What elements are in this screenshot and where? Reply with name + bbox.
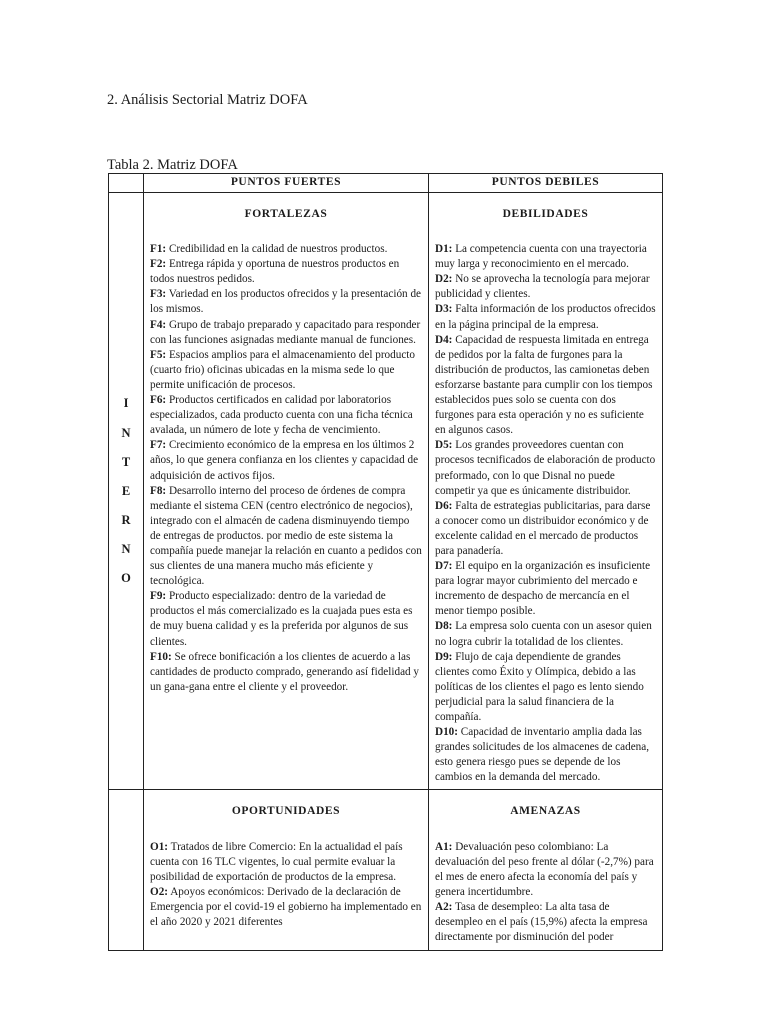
weaknesses-cell	[429, 193, 663, 790]
weakness-item-code: D2:	[435, 273, 453, 286]
weakness-item-text: No se aprovecha la tecnología para mejorar publicidad y clientes.	[435, 273, 650, 301]
weakness-item-code: D5:	[435, 439, 453, 452]
strength-item-text: Credibilidad en la calidad de nuestros productos.	[166, 243, 388, 256]
side-letter: I	[123, 396, 129, 411]
strengths-title: FORTALEZAS	[244, 208, 328, 220]
strength-item-text: Se ofrece bonificación a los clientes de acuerdo a las cantidades de producto comprado, generando así fidelidad y un gana-gana entre el cliente y el proveedor.	[150, 650, 420, 693]
internal-side-label	[109, 193, 144, 790]
opportunities-list	[150, 840, 422, 931]
strength-item-code: F6:	[150, 394, 167, 407]
weaknesses-title: DEBILIDADES	[502, 208, 589, 220]
strength-item	[150, 257, 422, 287]
weakness-item-text: El equipo en la organización es insuficiente para lograr mayor cubrimiento del mercado e incremento de despacho de mercancía en el menor tiempo posible.	[435, 560, 651, 618]
side-letter: E	[121, 483, 131, 498]
weakness-item-text: Capacidad de respuesta limitada en entrega de pedidos por la falta de furgones para la distribución de productos, las camionetas deben esforzarse bastante para cumplir con los tiempos establecidos pues solo se cuenta con dos furgones para esta operación y no es suficiente en algunos casos.	[435, 333, 653, 437]
strength-item-code: F9:	[150, 590, 167, 603]
opportunity-item-text: Tratados de libre Comercio: En la actualidad el país cuenta con 16 TLC vigentes, lo cual permite evaluar la posibilidad de exportación de productos de la empresa.	[150, 840, 403, 883]
side-letter: O	[121, 570, 131, 585]
strength-item-text: Productos certificados en calidad por laboratorios especializados, cada producto cuenta con una ficha técnica avalada, un número de lote y fecha de vencimiento.	[150, 394, 413, 437]
strength-item	[150, 438, 422, 483]
strength-item-text: Variedad en los productos ofrecidos y la presentación de los mismos.	[150, 288, 422, 316]
strength-item	[150, 287, 422, 317]
threats-list	[435, 840, 656, 946]
strength-item-code: F10:	[150, 650, 172, 663]
table-caption: Tabla 2. Matriz DOFA	[107, 157, 238, 173]
weakness-item-text: Flujo de caja dependiente de grandes clientes como Éxito y Olímpica, debido a las políticas de los clientes el pago es lento siendo perjudicial para la salud financiera de la compañía.	[435, 650, 644, 723]
opportunity-item-code: O2:	[150, 885, 169, 898]
weakness-item-code: D1:	[435, 243, 453, 256]
strength-item-code: F4:	[150, 318, 167, 331]
weakness-item	[435, 438, 656, 498]
weakness-item	[435, 559, 656, 619]
weakness-item	[435, 302, 656, 332]
weakness-item-text: Capacidad de inventario amplia dada las grandes solicitudes de los almacenes de cadena, esto genera riesgo pues se depende de los cambios en la demanda del mercado.	[435, 726, 650, 784]
threat-item-code: A2:	[435, 900, 453, 913]
strength-item-code: F3:	[150, 288, 167, 301]
strength-item	[150, 242, 422, 257]
side-letter: N	[121, 425, 131, 440]
threat-item	[435, 900, 656, 945]
strength-item-code: F7:	[150, 439, 167, 452]
weakness-item-code: D3:	[435, 303, 453, 316]
header-blank-cell	[109, 174, 144, 193]
side-letter: R	[121, 512, 131, 527]
weakness-item-code: D9:	[435, 650, 453, 663]
opportunity-item	[150, 885, 422, 930]
weakness-item-text: La competencia cuenta con una trayectoria muy larga y reconocimiento en el mercado.	[435, 243, 647, 271]
weakness-item	[435, 619, 656, 649]
header-weaknesses: PUNTOS DEBILES	[429, 174, 663, 193]
strength-item-text: Espacios amplios para el almacenamiento del producto (cuarto frio) oficinas ubicadas en la misma sede lo que permite unificación de procesos.	[150, 348, 415, 391]
opportunity-item-text: Apoyos económicos: Derivado de la declaración de Emergencia por el covid-19 el gobierno ha implementado en el año 2020 y 2021 diferentes	[150, 885, 422, 929]
strength-item-text: Producto especializado: dentro de la variedad de productos el más comercializado es la cuajada pues esta es de muy buena calidad y es la preferida por algunos de sus clientes.	[150, 590, 413, 648]
weakness-item-code: D10:	[435, 726, 458, 739]
weakness-item-code: D4:	[435, 333, 453, 346]
strength-item	[150, 484, 422, 590]
weakness-item	[435, 333, 656, 439]
external-row	[109, 790, 663, 951]
threat-item	[435, 840, 656, 900]
opportunity-item	[150, 840, 422, 885]
opportunity-item-code: O1:	[150, 840, 169, 853]
weakness-item-code: D7:	[435, 560, 453, 573]
opportunities-title: OPORTUNIDADES	[231, 805, 341, 818]
internal-vertical-label	[109, 396, 143, 586]
opportunities-cell	[144, 790, 429, 951]
section-heading: 2. Análisis Sectorial Matriz DOFA	[107, 92, 308, 108]
weakness-item	[435, 272, 656, 302]
table-header-row	[109, 174, 663, 193]
strength-item	[150, 650, 422, 695]
strength-item	[150, 393, 422, 438]
strength-item-code: F1:	[150, 243, 167, 256]
header-strengths: PUNTOS FUERTES	[144, 174, 429, 193]
dofa-matrix-table	[108, 173, 663, 951]
strength-item-code: F5:	[150, 348, 167, 361]
weakness-item-text: Los grandes proveedores cuentan con procesos tecnificados de elaboración de producto preformado, con lo que Disnal no puede competir ya que es únicamente distribuidor.	[435, 439, 656, 497]
threat-item-text: Tasa de desempleo: La alta tasa de desempleo en el país (15,9%) afecta la empresa directamente por disminución del poder	[435, 900, 648, 944]
strength-item-text: Crecimiento económico de la empresa en los últimos 2 años, lo que genera confianza en los clientes y capacidad de adquisición de activos fijos.	[150, 439, 419, 482]
external-side-label	[109, 790, 144, 951]
weakness-item	[435, 499, 656, 559]
weakness-item-text: La empresa solo cuenta con un asesor quien no logra cubrir la totalidad de los clientes.	[435, 620, 652, 648]
threats-title: AMENAZAS	[510, 805, 581, 818]
strength-item	[150, 348, 422, 393]
threats-cell	[429, 790, 663, 951]
weakness-item-text: Falta de estrategias publicitarias, para darse a conocer como un distribuidor económico y de excelente calidad en el mercado de productos para panadería.	[435, 499, 651, 557]
internal-row	[109, 193, 663, 790]
strength-item-text: Entrega rápida y oportuna de nuestros productos en todos nuestros pedidos.	[150, 258, 400, 286]
weakness-item	[435, 650, 656, 725]
weakness-item-code: D6:	[435, 499, 453, 512]
strength-item-code: F2:	[150, 258, 167, 271]
weakness-item-text: Falta información de los productos ofrecidos en la página principal de la empresa.	[435, 303, 656, 331]
strength-item	[150, 318, 422, 348]
strengths-list	[150, 242, 422, 695]
weakness-item	[435, 242, 656, 272]
strength-item-code: F8:	[150, 484, 167, 497]
threat-item-code: A1:	[435, 840, 453, 853]
strength-item	[150, 589, 422, 649]
threat-item-text: Devaluación peso colombiano: La devaluación del peso frente al dólar (-2,7%) para el mes de enero afecta la economía del país y genera incertidumbre.	[435, 840, 654, 898]
side-letter: T	[121, 454, 131, 469]
weakness-item-code: D8:	[435, 620, 453, 633]
strengths-cell	[144, 193, 429, 790]
weaknesses-list	[435, 242, 656, 785]
strength-item-text: Desarrollo interno del proceso de órdenes de compra mediante el sistema CEN (centro electrónico de negocios), integrado con el almacén de cadena disminuyendo tiempo de entregas de productos. por medio de este sistema la compañía puede manejar la relación en cuanto a pedidos con sus clientes de una manera mucho más eficiente y tecnológica.	[150, 484, 422, 588]
strength-item-text: Grupo de trabajo preparado y capacitado para responder con las funciones asignadas mediante manual de funciones.	[150, 318, 421, 346]
weakness-item	[435, 725, 656, 785]
side-letter: N	[121, 541, 131, 556]
